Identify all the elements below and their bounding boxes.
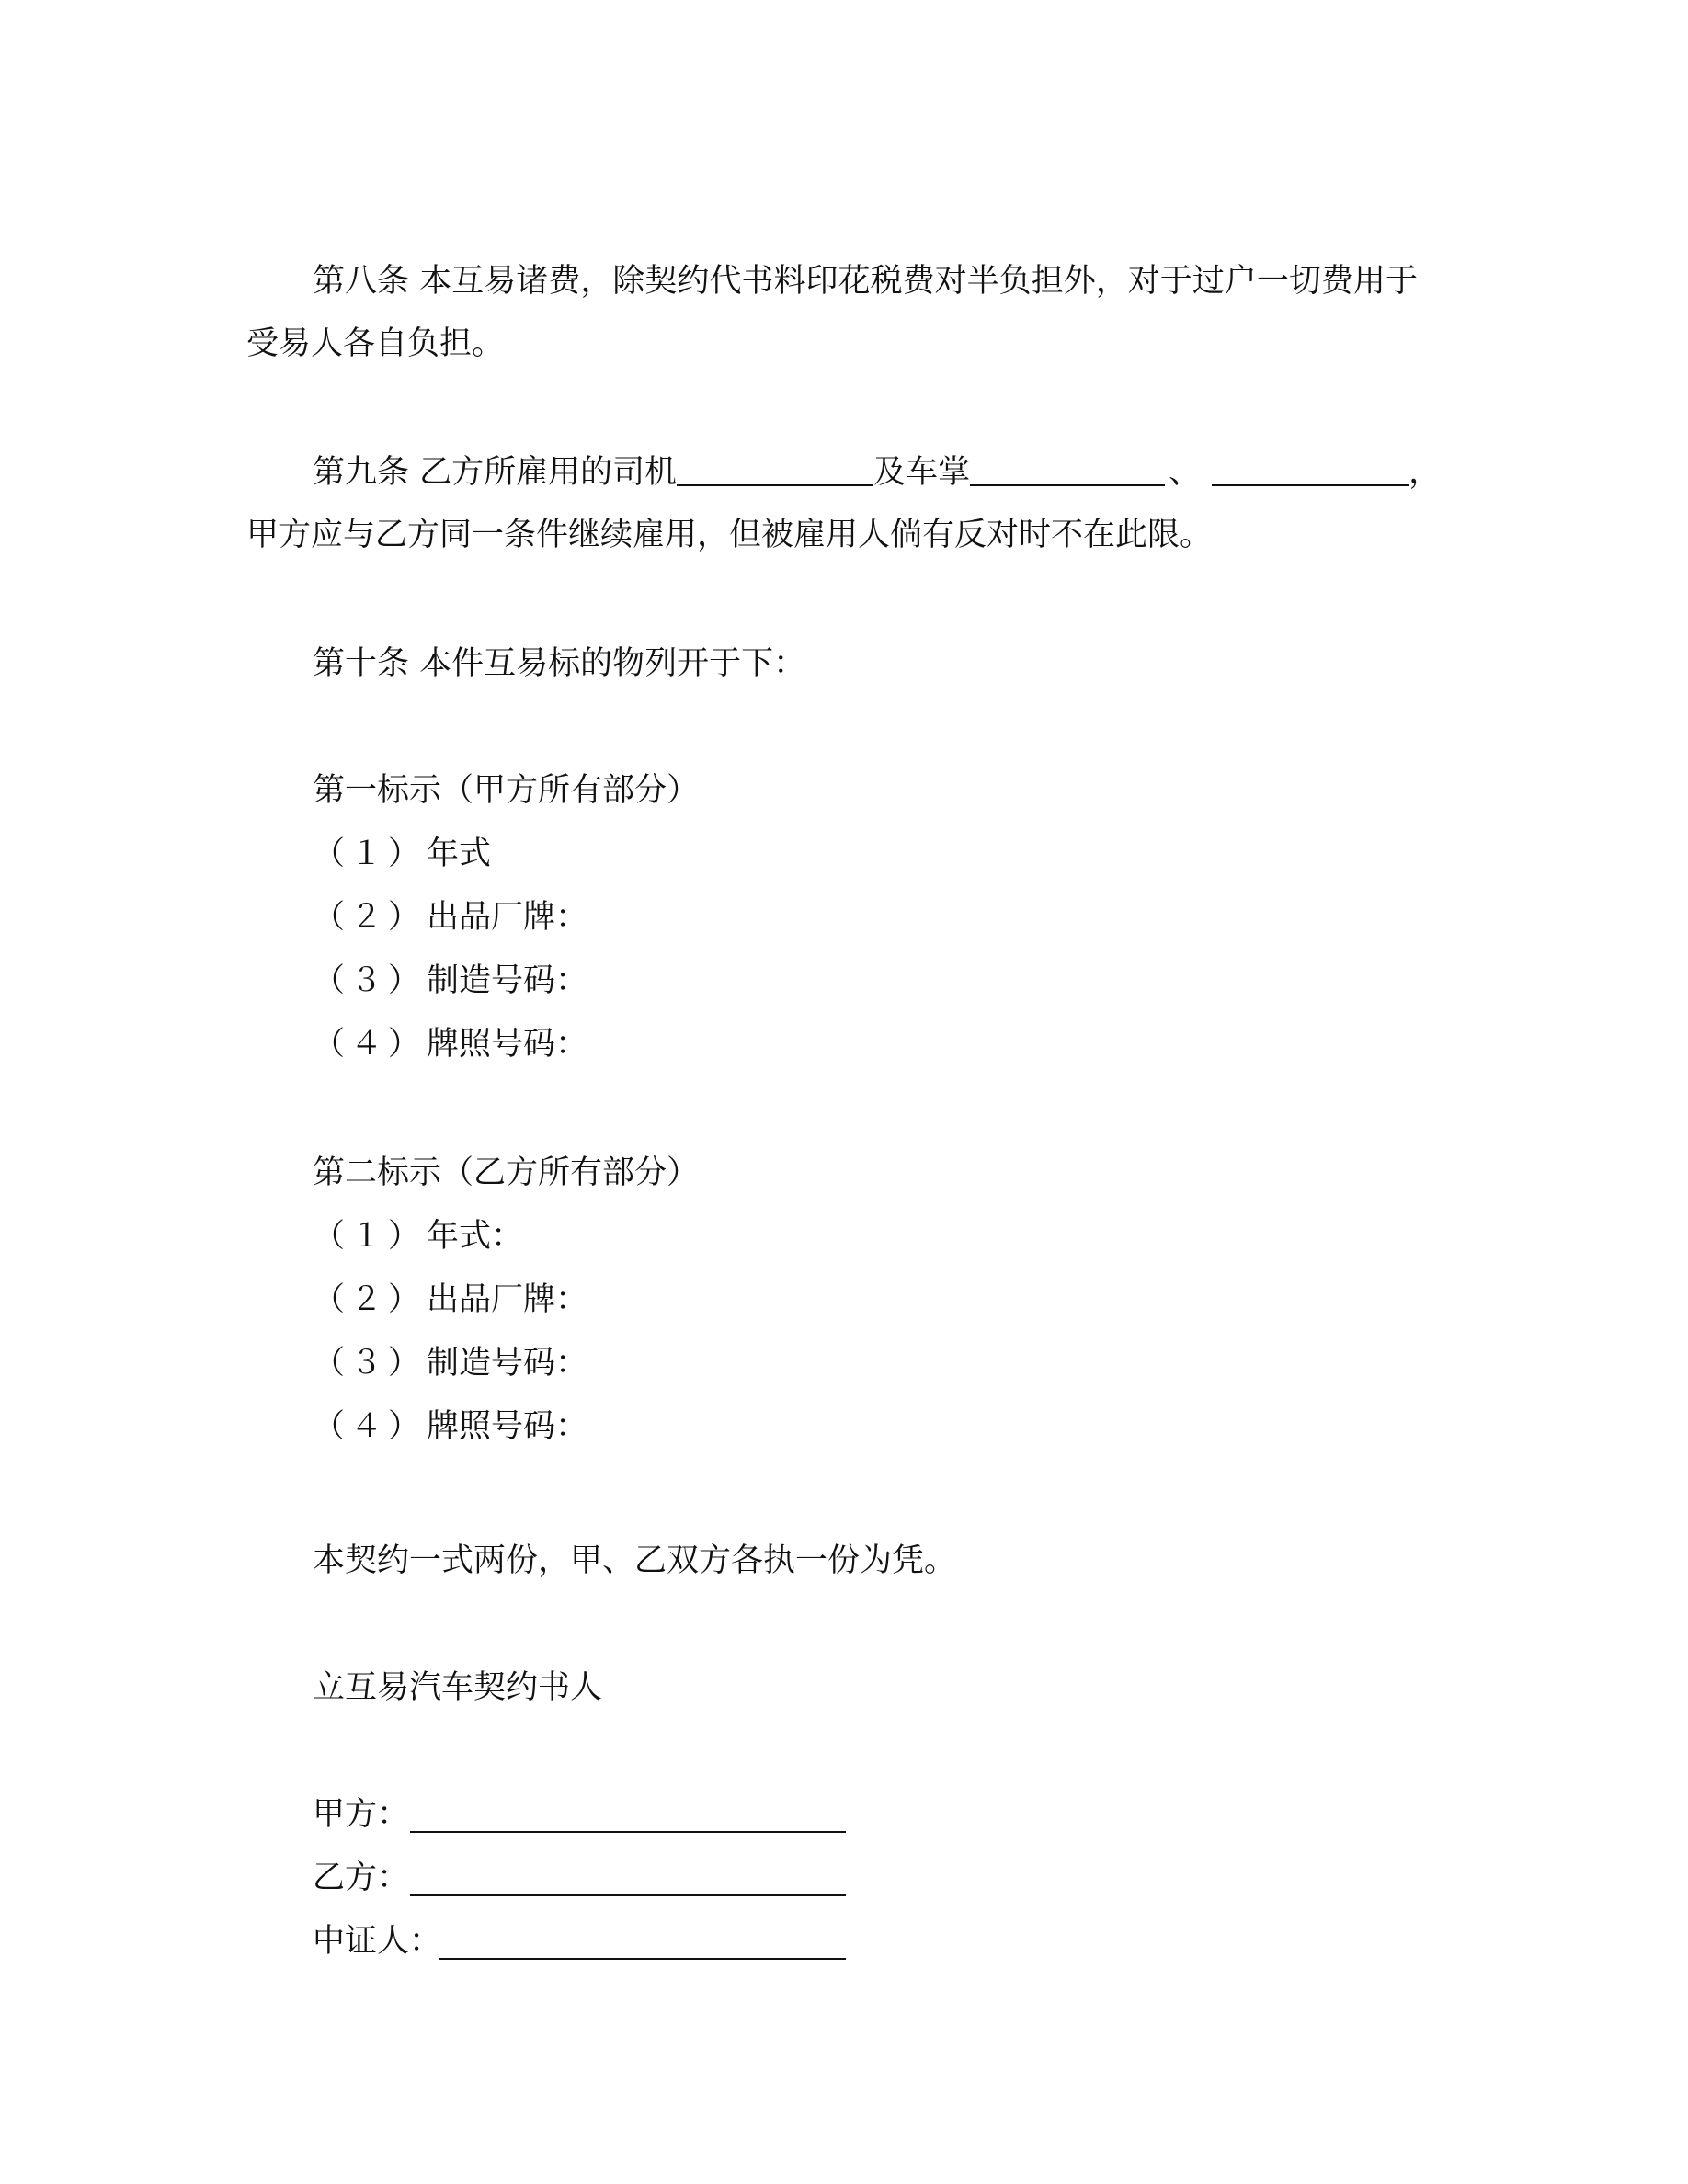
witness-label: 中证人： [313, 1923, 442, 1960]
article9-part4: ， [1409, 454, 1442, 491]
closing-signers-title: 立互易汽车契约书人 [313, 1669, 603, 1706]
conductor-name-blank-2[interactable] [1212, 453, 1409, 486]
item-label: 制造号码： [427, 1345, 588, 1382]
schedule2-item [313, 1280, 587, 1320]
item-number: （１） [313, 1218, 427, 1255]
party-a-label: 甲方： [313, 1796, 410, 1833]
article9-line1 [313, 452, 1441, 493]
article10-title: 第十条 本件互易标的物列开于下： [313, 645, 806, 682]
schedule1-item [313, 1024, 587, 1064]
item-label: 制造号码： [427, 962, 588, 999]
item-number: （４） [313, 1026, 427, 1063]
item-number: （２） [313, 1281, 427, 1318]
schedule1-item [313, 834, 491, 874]
article8-line2: 受易人各自负担。 [246, 325, 505, 362]
item-label: 牌照号码： [427, 1026, 588, 1063]
schedule1-heading: 第一标示（甲方所有部分） [313, 772, 700, 809]
schedule1-item [313, 961, 587, 1001]
article8-line1: 第八条 本互易诸费，除契约代书料印花税费对半负担外，对于过户一切费用于 [313, 263, 1418, 300]
schedule2-item [313, 1216, 523, 1257]
driver-name-blank[interactable] [677, 453, 873, 486]
witness-signature-line[interactable] [439, 1956, 846, 1960]
item-label: 牌照号码： [427, 1408, 588, 1445]
party-b-label: 乙方： [313, 1860, 410, 1896]
item-label: 出品厂牌： [427, 1281, 588, 1318]
item-label: 出品厂牌： [427, 899, 588, 936]
item-number: （３） [313, 1345, 427, 1382]
item-label: 年式 [427, 836, 492, 872]
item-number: （４） [313, 1408, 427, 1445]
item-number: （３） [313, 962, 427, 999]
conductor-name-blank-1[interactable] [970, 453, 1165, 486]
schedule1-item [313, 897, 587, 938]
party-b-signature-line[interactable] [410, 1893, 846, 1896]
item-number: （２） [313, 899, 427, 936]
schedule2-item [313, 1343, 587, 1383]
item-label: 年式： [427, 1218, 524, 1255]
schedule2-heading: 第二标示（乙方所有部分） [313, 1155, 700, 1191]
article9-part3: 、 [1169, 454, 1202, 491]
article9-part1: 第九条 乙方所雇用的司机 [313, 454, 678, 491]
party-a-signature-line[interactable] [410, 1829, 846, 1833]
article9-line2: 甲方应与乙方同一条件继续雇用，但被雇用人倘有反对时不在此限。 [246, 517, 1213, 553]
article9-part2: 及车掌 [873, 454, 971, 491]
item-number: （１） [313, 836, 427, 872]
schedule2-item [313, 1406, 587, 1447]
closing-copies: 本契约一式两份，甲、乙双方各执一份为凭。 [313, 1542, 957, 1579]
